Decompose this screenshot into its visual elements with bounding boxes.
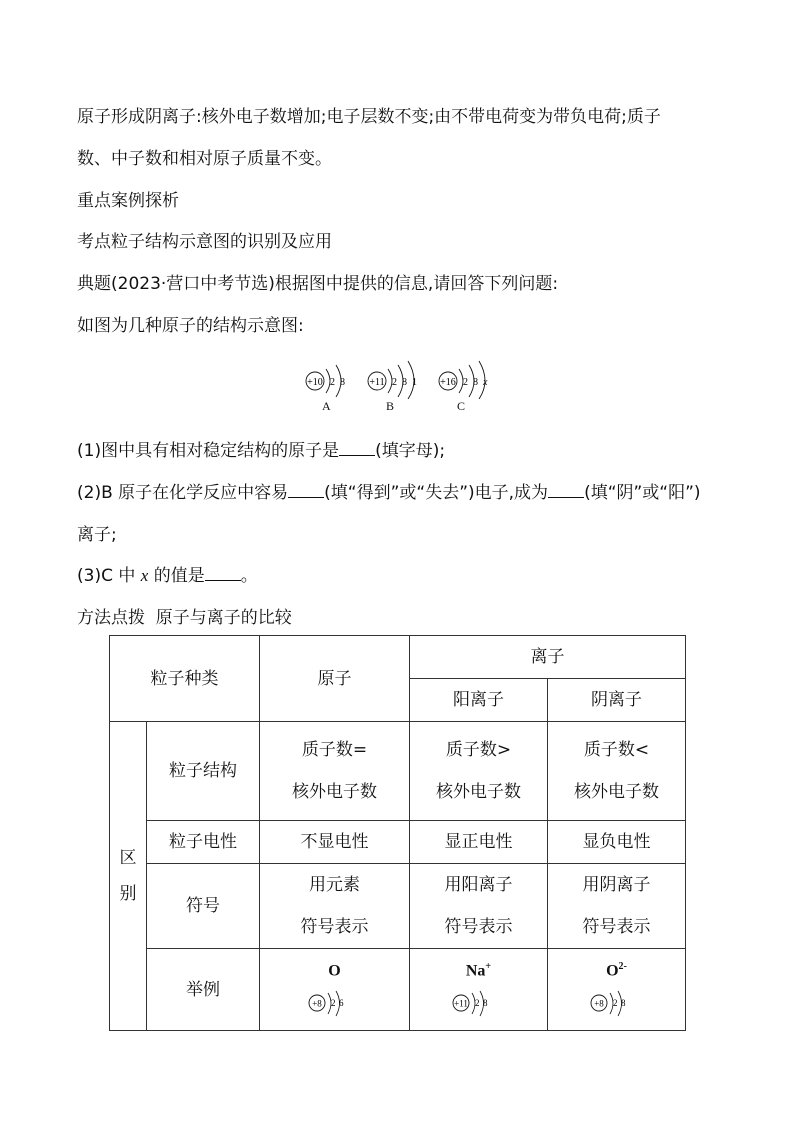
example-symbol-o-ion: $O^{2-}$ bbox=[606, 960, 627, 980]
row-label-structure: 粒子结构 bbox=[147, 722, 260, 821]
cell-symbol-cation: 用阳离子 符号表示 bbox=[410, 864, 548, 949]
intro-line-2: 数、中子数和相对原子质量不变。 bbox=[77, 149, 332, 169]
intro-line-1: 原子形成阴离子:核外电子数增加;电子层数不变;由不带电荷变为带负电荷;质子 bbox=[77, 107, 661, 127]
svg-text:6: 6 bbox=[338, 998, 343, 1009]
question-3 bbox=[77, 565, 258, 587]
nucleus-c: +16 bbox=[440, 377, 456, 388]
atom-label-b: B bbox=[386, 399, 395, 413]
atom-ion-comparison-table bbox=[109, 635, 686, 1031]
example-diagram-na-ion bbox=[449, 989, 509, 1017]
shell-b-3: 1 bbox=[412, 377, 417, 388]
header-ion: 离子 bbox=[410, 636, 686, 679]
atom-label-c: C bbox=[457, 399, 466, 413]
row-label-charge: 粒子电性 bbox=[147, 821, 260, 864]
problem-intro: 典题(2023·营口中考节选)根据图中提供的信息,请回答下列问题: bbox=[77, 274, 559, 294]
example-diagram-o-ion bbox=[587, 989, 647, 1017]
header-species: 粒子种类 bbox=[110, 636, 260, 722]
cell-example-anion bbox=[548, 949, 686, 1031]
atom-label-a: A bbox=[322, 399, 331, 413]
cell-structure-anion: 质子数< 核外电子数 bbox=[548, 722, 686, 821]
variable-x: x bbox=[140, 566, 149, 585]
header-atom: 原子 bbox=[260, 636, 410, 722]
atom-diagram-a-graphic bbox=[304, 355, 374, 399]
row-label-symbol: 符号 bbox=[147, 864, 260, 949]
shell-b-1: 2 bbox=[392, 377, 397, 388]
topic-title: 考点粒子结构示意图的识别及应用 bbox=[77, 232, 332, 252]
svg-text:2: 2 bbox=[330, 998, 335, 1009]
row-label-example: 举例 bbox=[147, 949, 260, 1031]
difference-char-1: 区 bbox=[119, 848, 137, 868]
header-cation: 阳离子 bbox=[410, 679, 548, 722]
atom-diagram-a bbox=[304, 355, 374, 417]
question-1-hint: (填字母); bbox=[375, 441, 446, 461]
cell-example-cation bbox=[410, 949, 548, 1031]
shell-c-2: 8 bbox=[473, 377, 478, 388]
difference-label bbox=[110, 722, 147, 1031]
cell-charge-cation: 显正电性 bbox=[410, 821, 548, 864]
cell-example-atom bbox=[260, 949, 410, 1031]
question-3-text-2: 的值是 bbox=[153, 566, 205, 586]
atom-diagram-c bbox=[437, 355, 507, 417]
cell-charge-atom: 不显电性 bbox=[260, 821, 410, 864]
svg-text:8: 8 bbox=[620, 998, 625, 1009]
header-anion: 阴离子 bbox=[548, 679, 686, 722]
question-1-text: (1)图中具有相对稳定结构的原子是 bbox=[77, 441, 340, 461]
shell-c-1: 2 bbox=[463, 377, 468, 388]
atom-structure-figure bbox=[300, 355, 500, 417]
question-2-continuation: 离子; bbox=[77, 525, 117, 545]
section-title: 重点案例探析 bbox=[77, 191, 179, 211]
answer-blank-4[interactable] bbox=[205, 566, 241, 581]
atom-diagram-b-graphic bbox=[366, 355, 436, 399]
shell-c-3: x bbox=[483, 377, 488, 388]
difference-char-2: 别 bbox=[119, 884, 137, 904]
cell-structure-cation: 质子数> 核外电子数 bbox=[410, 722, 548, 821]
question-2 bbox=[77, 482, 701, 504]
cell-symbol-atom: 用元素 符号表示 bbox=[260, 864, 410, 949]
question-3-text: (3)C 中 bbox=[77, 566, 136, 586]
atom-diagram-b bbox=[366, 355, 436, 417]
method-title: 方法点拨 原子与离子的比较 bbox=[77, 608, 292, 628]
cell-structure-atom: 质子数= 核外电子数 bbox=[260, 722, 410, 821]
shell-a-2: 8 bbox=[340, 377, 345, 388]
shell-a-1: 2 bbox=[330, 377, 335, 388]
svg-text:+8: +8 bbox=[593, 998, 604, 1009]
figure-caption: 如图为几种原子的结构示意图: bbox=[77, 316, 304, 336]
answer-blank-3[interactable] bbox=[548, 483, 584, 498]
shell-b-2: 8 bbox=[402, 377, 407, 388]
example-diagram-o-atom bbox=[305, 989, 365, 1017]
svg-text:2: 2 bbox=[474, 998, 479, 1009]
svg-text:8: 8 bbox=[482, 998, 487, 1009]
atom-diagram-c-graphic bbox=[437, 355, 507, 399]
question-2-hint-1: (填“得到”或“失去”)电子,成为 bbox=[324, 483, 549, 503]
cell-charge-anion: 显负电性 bbox=[548, 821, 686, 864]
nucleus-a: +10 bbox=[307, 377, 323, 388]
svg-text:+11: +11 bbox=[453, 998, 468, 1009]
example-symbol-na-ion: Na+ bbox=[465, 960, 492, 980]
cell-symbol-anion: 用阴离子 符号表示 bbox=[548, 864, 686, 949]
question-1 bbox=[77, 440, 445, 462]
example-symbol-o-atom: O bbox=[328, 962, 341, 980]
svg-text:+8: +8 bbox=[311, 998, 322, 1009]
question-2-hint-2: (填“阴”或“阳”) bbox=[584, 483, 701, 503]
question-3-end: 。 bbox=[240, 566, 258, 586]
nucleus-b: +11 bbox=[369, 377, 385, 388]
answer-blank-2[interactable] bbox=[288, 483, 324, 498]
question-2-text: (2)B 原子在化学反应中容易 bbox=[77, 483, 289, 503]
answer-blank-1[interactable] bbox=[339, 441, 375, 456]
svg-text:2: 2 bbox=[612, 998, 617, 1009]
